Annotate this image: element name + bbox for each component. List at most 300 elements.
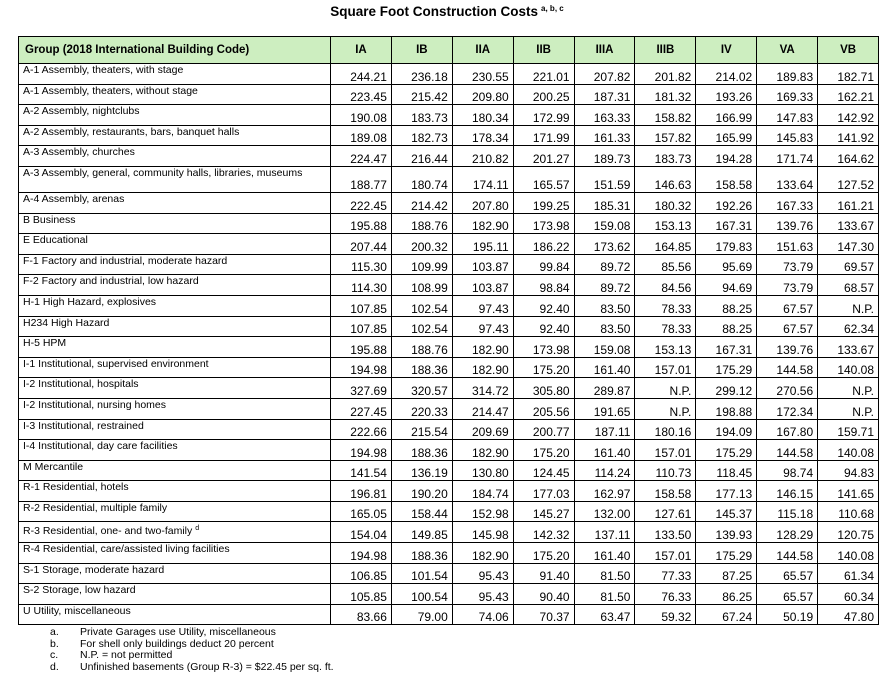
cost-cell: 95.43 — [452, 563, 513, 584]
occupancy-group-label: B Business — [23, 213, 76, 226]
cost-cell: 158.44 — [391, 501, 452, 522]
cost-cell: 161.33 — [574, 125, 635, 146]
cost-cell: 92.40 — [513, 295, 574, 316]
title-text: Square Foot Construction Costs — [330, 4, 539, 19]
cost-cell: 165.05 — [331, 501, 392, 522]
cost-cell: 227.45 — [331, 398, 392, 419]
occupancy-group-label: R-4 Residential, care/assisted living facilities — [23, 543, 230, 556]
footnote-text: Private Garages use Utility, miscellaneous — [80, 626, 276, 638]
table-row — [19, 295, 879, 316]
cost-cell: 115.18 — [757, 501, 818, 522]
table-row — [19, 604, 879, 625]
cost-cell: 145.98 — [452, 522, 513, 543]
cost-cell: 224.47 — [331, 146, 392, 167]
table-row — [19, 563, 879, 584]
cost-cell: 157.01 — [635, 543, 696, 564]
cost-cell: 105.85 — [331, 584, 392, 605]
table-row — [19, 481, 879, 502]
cost-cell: 200.77 — [513, 419, 574, 440]
cost-cell: 222.66 — [331, 419, 392, 440]
column-header-iv: IV — [696, 37, 757, 64]
table-row — [19, 254, 879, 275]
cost-cell: 161.40 — [574, 440, 635, 461]
cost-cell: 65.57 — [757, 584, 818, 605]
cost-cell: 209.80 — [452, 84, 513, 105]
cost-cell: 207.44 — [331, 234, 392, 255]
cost-cell: 175.29 — [696, 543, 757, 564]
cost-cell: 173.98 — [513, 213, 574, 234]
cost-cell: 81.50 — [574, 584, 635, 605]
cost-cell: 299.12 — [696, 378, 757, 399]
cost-cell: 220.33 — [391, 398, 452, 419]
cost-cell: 216.44 — [391, 146, 452, 167]
cost-cell: 89.72 — [574, 275, 635, 296]
cost-cell: 320.57 — [391, 378, 452, 399]
occupancy-group-label: A-1 Assembly, theaters, without stage — [23, 84, 198, 97]
cost-cell: 171.99 — [513, 125, 574, 146]
cost-cell: 190.20 — [391, 481, 452, 502]
cost-cell: 174.11 — [452, 166, 513, 192]
cost-cell: 163.33 — [574, 105, 635, 126]
cost-cell: 154.04 — [331, 522, 392, 543]
cost-cell: 161.21 — [818, 192, 879, 213]
cost-cell: N.P. — [635, 398, 696, 419]
cost-cell: 106.85 — [331, 563, 392, 584]
cost-cell: 196.81 — [331, 481, 392, 502]
cost-cell: 83.50 — [574, 316, 635, 337]
cost-cell: 188.76 — [391, 337, 452, 358]
table-row — [19, 146, 879, 167]
table-row — [19, 584, 879, 605]
cost-cell: 141.92 — [818, 125, 879, 146]
occupancy-group-label: F-1 Factory and industrial, moderate hazard — [23, 254, 228, 267]
cost-cell: 89.72 — [574, 254, 635, 275]
cost-cell: 142.32 — [513, 522, 574, 543]
cost-cell: 209.69 — [452, 419, 513, 440]
cost-cell: 189.83 — [757, 64, 818, 85]
table-row — [19, 125, 879, 146]
table-row — [19, 440, 879, 461]
cost-cell: 167.80 — [757, 419, 818, 440]
cost-cell: 192.26 — [696, 192, 757, 213]
footnote — [50, 627, 334, 639]
cost-cell: 139.76 — [757, 213, 818, 234]
cost-cell: 162.21 — [818, 84, 879, 105]
column-header-iia: IIA — [452, 37, 513, 64]
cost-cell: 179.83 — [696, 234, 757, 255]
table-body — [19, 64, 879, 625]
cost-cell: 133.67 — [818, 213, 879, 234]
occupancy-group-label: I-3 Institutional, restrained — [23, 419, 144, 432]
occupancy-group-cell — [19, 604, 331, 625]
occupancy-group-cell — [19, 234, 331, 255]
occupancy-group-cell — [19, 166, 331, 192]
occupancy-group-cell — [19, 543, 331, 564]
cost-cell: 161.40 — [574, 357, 635, 378]
cost-cell: 185.31 — [574, 192, 635, 213]
cost-cell: 147.30 — [818, 234, 879, 255]
footnote-letter: d. — [50, 660, 59, 673]
cost-cell: 193.26 — [696, 84, 757, 105]
table-row — [19, 501, 879, 522]
cost-cell: 67.57 — [757, 295, 818, 316]
cost-cell: 108.99 — [391, 275, 452, 296]
cost-cell: 130.80 — [452, 460, 513, 481]
table-row — [19, 166, 879, 192]
cost-cell: 103.87 — [452, 254, 513, 275]
cost-cell: 214.42 — [391, 192, 452, 213]
cost-cell: 141.65 — [818, 481, 879, 502]
cost-cell: 145.27 — [513, 501, 574, 522]
cost-cell: 144.58 — [757, 543, 818, 564]
cost-cell: 195.11 — [452, 234, 513, 255]
cost-cell: 98.84 — [513, 275, 574, 296]
cost-cell: 132.00 — [574, 501, 635, 522]
cost-cell: 88.25 — [696, 316, 757, 337]
occupancy-group-cell — [19, 254, 331, 275]
occupancy-group-cell — [19, 440, 331, 461]
occupancy-group-label: A-4 Assembly, arenas — [23, 192, 125, 205]
cost-cell: 103.87 — [452, 275, 513, 296]
cost-cell: 133.50 — [635, 522, 696, 543]
cost-cell: 114.24 — [574, 460, 635, 481]
cost-cell: 110.68 — [818, 501, 879, 522]
table-row — [19, 105, 879, 126]
cost-cell: 140.08 — [818, 543, 879, 564]
cost-cell: 65.57 — [757, 563, 818, 584]
cost-cell: 180.32 — [635, 192, 696, 213]
cost-cell: 114.30 — [331, 275, 392, 296]
cost-cell: 152.98 — [452, 501, 513, 522]
occupancy-group-label: H234 High Hazard — [23, 316, 110, 329]
occupancy-group-cell — [19, 84, 331, 105]
table-row — [19, 522, 879, 543]
cost-cell: 79.00 — [391, 604, 452, 625]
cost-cell: 140.08 — [818, 357, 879, 378]
title-superscript: a, b, c — [541, 4, 564, 13]
cost-cell: 200.25 — [513, 84, 574, 105]
cost-cell: 67.24 — [696, 604, 757, 625]
cost-cell: 186.22 — [513, 234, 574, 255]
cost-cell: 157.82 — [635, 125, 696, 146]
cost-cell: 201.82 — [635, 64, 696, 85]
footnote-letter: a. — [50, 626, 59, 638]
cost-cell: 67.57 — [757, 316, 818, 337]
cost-cell: 198.88 — [696, 398, 757, 419]
cost-cell: 188.36 — [391, 357, 452, 378]
cost-cell: 327.69 — [331, 378, 392, 399]
cost-cell: 107.85 — [331, 295, 392, 316]
cost-cell: 159.08 — [574, 337, 635, 358]
cost-cell: 194.09 — [696, 419, 757, 440]
cost-cell: 141.54 — [331, 460, 392, 481]
occupancy-group-label: I-2 Institutional, hospitals — [23, 378, 139, 391]
table-row — [19, 378, 879, 399]
cost-cell: 158.58 — [635, 481, 696, 502]
cost-cell: 107.85 — [331, 316, 392, 337]
cost-cell: 223.45 — [331, 84, 392, 105]
cost-cell: 70.37 — [513, 604, 574, 625]
cost-cell: 188.77 — [331, 166, 392, 192]
occupancy-group-cell — [19, 213, 331, 234]
table-row — [19, 213, 879, 234]
occupancy-group-cell — [19, 460, 331, 481]
column-header-vb: VB — [818, 37, 879, 64]
cost-cell: 177.03 — [513, 481, 574, 502]
cost-cell: 215.42 — [391, 84, 452, 105]
cost-cell: 201.27 — [513, 146, 574, 167]
column-header-va: VA — [757, 37, 818, 64]
cost-cell: 173.62 — [574, 234, 635, 255]
cost-cell: 127.61 — [635, 501, 696, 522]
page-title — [0, 4, 894, 19]
group-column-header: Group (2018 International Building Code) — [19, 37, 331, 64]
cost-cell: 146.63 — [635, 166, 696, 192]
cost-cell: 180.16 — [635, 419, 696, 440]
cost-cell: 167.31 — [696, 213, 757, 234]
cost-cell: 92.40 — [513, 316, 574, 337]
cost-cell: 158.82 — [635, 105, 696, 126]
cost-cell: 194.98 — [331, 357, 392, 378]
cost-cell: 215.54 — [391, 419, 452, 440]
cost-cell: 115.30 — [331, 254, 392, 275]
cost-cell: 189.73 — [574, 146, 635, 167]
cost-cell: 102.54 — [391, 316, 452, 337]
cost-cell: 180.34 — [452, 105, 513, 126]
cost-cell: 83.50 — [574, 295, 635, 316]
cost-cell: 169.33 — [757, 84, 818, 105]
cost-cell: 83.66 — [331, 604, 392, 625]
cost-cell: 175.20 — [513, 440, 574, 461]
cost-cell: 195.88 — [331, 213, 392, 234]
cost-cell: 194.28 — [696, 146, 757, 167]
cost-cell: 73.79 — [757, 275, 818, 296]
cost-cell: 182.90 — [452, 543, 513, 564]
cost-cell: 157.01 — [635, 440, 696, 461]
table-row — [19, 234, 879, 255]
construction-costs-table — [18, 36, 879, 625]
cost-cell: 194.98 — [331, 440, 392, 461]
cost-cell: 190.08 — [331, 105, 392, 126]
cost-cell: 61.34 — [818, 563, 879, 584]
column-header-iib: IIB — [513, 37, 574, 64]
footnote-text: N.P. = not permitted — [80, 649, 173, 661]
cost-cell: 181.32 — [635, 84, 696, 105]
cost-cell: 137.11 — [574, 522, 635, 543]
cost-cell: 95.43 — [452, 584, 513, 605]
cost-cell: 182.90 — [452, 357, 513, 378]
cost-cell: 189.08 — [331, 125, 392, 146]
cost-cell: 151.59 — [574, 166, 635, 192]
cost-cell: 177.13 — [696, 481, 757, 502]
cost-cell: 87.25 — [696, 563, 757, 584]
cost-cell: 182.90 — [452, 337, 513, 358]
cost-cell: 270.56 — [757, 378, 818, 399]
cost-cell: 182.71 — [818, 64, 879, 85]
table-row — [19, 192, 879, 213]
cost-cell: 81.50 — [574, 563, 635, 584]
occupancy-group-label: A-3 Assembly, churches — [23, 146, 135, 159]
cost-cell: 165.99 — [696, 125, 757, 146]
cost-cell: 102.54 — [391, 295, 452, 316]
cost-cell: 84.56 — [635, 275, 696, 296]
occupancy-group-cell — [19, 192, 331, 213]
table-row — [19, 84, 879, 105]
occupancy-group-label: S-2 Storage, low hazard — [23, 584, 136, 597]
cost-cell: 78.33 — [635, 295, 696, 316]
cost-cell: 146.15 — [757, 481, 818, 502]
occupancy-group-cell — [19, 584, 331, 605]
occupancy-group-cell — [19, 378, 331, 399]
cost-cell: 236.18 — [391, 64, 452, 85]
table-row — [19, 543, 879, 564]
cost-cell: 171.74 — [757, 146, 818, 167]
cost-cell: 90.40 — [513, 584, 574, 605]
cost-cell: 188.76 — [391, 213, 452, 234]
cost-cell: 47.80 — [818, 604, 879, 625]
occupancy-group-label: F-2 Factory and industrial, low hazard — [23, 275, 199, 288]
cost-cell: 140.08 — [818, 440, 879, 461]
cost-cell: 210.82 — [452, 146, 513, 167]
cost-cell: 180.74 — [391, 166, 452, 192]
footnote — [50, 662, 334, 674]
cost-cell: 127.52 — [818, 166, 879, 192]
cost-cell: 194.98 — [331, 543, 392, 564]
occupancy-group-cell — [19, 64, 331, 85]
cost-cell: 120.75 — [818, 522, 879, 543]
column-header-iiia: IIIA — [574, 37, 635, 64]
occupancy-group-cell — [19, 125, 331, 146]
cost-cell: 144.58 — [757, 357, 818, 378]
cost-cell: 188.36 — [391, 440, 452, 461]
cost-cell: 178.34 — [452, 125, 513, 146]
occupancy-group-label: R-1 Residential, hotels — [23, 481, 129, 494]
occupancy-group-cell — [19, 337, 331, 358]
cost-cell: 162.97 — [574, 481, 635, 502]
table-row — [19, 316, 879, 337]
cost-cell: 145.37 — [696, 501, 757, 522]
cost-cell: 214.47 — [452, 398, 513, 419]
cost-cell: 214.02 — [696, 64, 757, 85]
cost-cell: 244.21 — [331, 64, 392, 85]
cost-cell: 144.58 — [757, 440, 818, 461]
column-header-ia: IA — [331, 37, 392, 64]
cost-cell: 153.13 — [635, 337, 696, 358]
cost-cell: 86.25 — [696, 584, 757, 605]
occupancy-group-cell — [19, 398, 331, 419]
cost-cell: N.P. — [635, 378, 696, 399]
cost-cell: 69.57 — [818, 254, 879, 275]
cost-cell: 207.80 — [452, 192, 513, 213]
occupancy-group-label: R-3 Residential, one- and two-family — [23, 525, 193, 538]
cost-cell: 183.73 — [391, 105, 452, 126]
occupancy-group-label: H-5 HPM — [23, 337, 67, 350]
cost-cell: 118.45 — [696, 460, 757, 481]
occupancy-group-label: A-2 Assembly, restaurants, bars, banquet halls — [23, 125, 240, 138]
footnote-text: Unfinished basements (Group R-3) = $22.45 per sq. ft. — [80, 660, 334, 673]
cost-cell: 161.40 — [574, 543, 635, 564]
cost-cell: 187.11 — [574, 419, 635, 440]
occupancy-group-cell — [19, 295, 331, 316]
table-header-row — [19, 37, 879, 64]
cost-cell: 205.56 — [513, 398, 574, 419]
cost-cell: 159.08 — [574, 213, 635, 234]
footnotes — [50, 627, 334, 673]
cost-cell: 175.29 — [696, 357, 757, 378]
cost-cell: 62.34 — [818, 316, 879, 337]
cost-cell: N.P. — [818, 398, 879, 419]
cost-cell: 77.33 — [635, 563, 696, 584]
occupancy-group-cell — [19, 419, 331, 440]
cost-cell: 68.57 — [818, 275, 879, 296]
cost-cell: 147.83 — [757, 105, 818, 126]
cost-cell: 164.62 — [818, 146, 879, 167]
cost-cell: 101.54 — [391, 563, 452, 584]
table-row — [19, 419, 879, 440]
occupancy-group-cell — [19, 522, 331, 543]
cost-cell: 183.73 — [635, 146, 696, 167]
cost-cell: 188.36 — [391, 543, 452, 564]
cost-cell: 153.13 — [635, 213, 696, 234]
cost-cell: 76.33 — [635, 584, 696, 605]
cost-cell: 175.20 — [513, 543, 574, 564]
occupancy-group-cell — [19, 563, 331, 584]
cost-cell: 145.83 — [757, 125, 818, 146]
occupancy-group-label: H-1 High Hazard, explosives — [23, 295, 157, 308]
cost-cell: 164.85 — [635, 234, 696, 255]
cost-cell: 97.43 — [452, 316, 513, 337]
cost-cell: 173.98 — [513, 337, 574, 358]
cost-cell: 109.99 — [391, 254, 452, 275]
cost-cell: 195.88 — [331, 337, 392, 358]
cost-cell: 63.47 — [574, 604, 635, 625]
cost-cell: 73.79 — [757, 254, 818, 275]
cost-cell: 157.01 — [635, 357, 696, 378]
occupancy-group-label: A-2 Assembly, nightclubs — [23, 105, 140, 118]
cost-cell: 133.64 — [757, 166, 818, 192]
occupancy-group-label: I-1 Institutional, supervised environment — [23, 357, 209, 370]
cost-cell: 94.69 — [696, 275, 757, 296]
cost-cell: 187.31 — [574, 84, 635, 105]
cost-cell: 182.73 — [391, 125, 452, 146]
cost-cell: 165.57 — [513, 166, 574, 192]
cost-cell: 199.25 — [513, 192, 574, 213]
occupancy-group-label: I-4 Institutional, day care facilities — [23, 440, 178, 453]
footnote-letter: c. — [50, 649, 59, 661]
footnote-letter: b. — [50, 637, 59, 650]
cost-cell: 167.31 — [696, 337, 757, 358]
cost-cell: 172.99 — [513, 105, 574, 126]
cost-cell: 139.93 — [696, 522, 757, 543]
cost-cell: 167.33 — [757, 192, 818, 213]
cost-cell: 139.76 — [757, 337, 818, 358]
cost-cell: 222.45 — [331, 192, 392, 213]
cost-cell: 78.33 — [635, 316, 696, 337]
cost-cell: 314.72 — [452, 378, 513, 399]
cost-cell: 98.74 — [757, 460, 818, 481]
cost-cell: 149.85 — [391, 522, 452, 543]
cost-cell: 184.74 — [452, 481, 513, 502]
cost-cell: 182.90 — [452, 440, 513, 461]
occupancy-group-cell — [19, 501, 331, 522]
cost-cell: 91.40 — [513, 563, 574, 584]
table-row — [19, 275, 879, 296]
cost-cell: 85.56 — [635, 254, 696, 275]
cost-cell: 124.45 — [513, 460, 574, 481]
column-header-ib: IB — [391, 37, 452, 64]
cost-cell: 159.71 — [818, 419, 879, 440]
occupancy-group-label: E Educational — [23, 234, 88, 247]
